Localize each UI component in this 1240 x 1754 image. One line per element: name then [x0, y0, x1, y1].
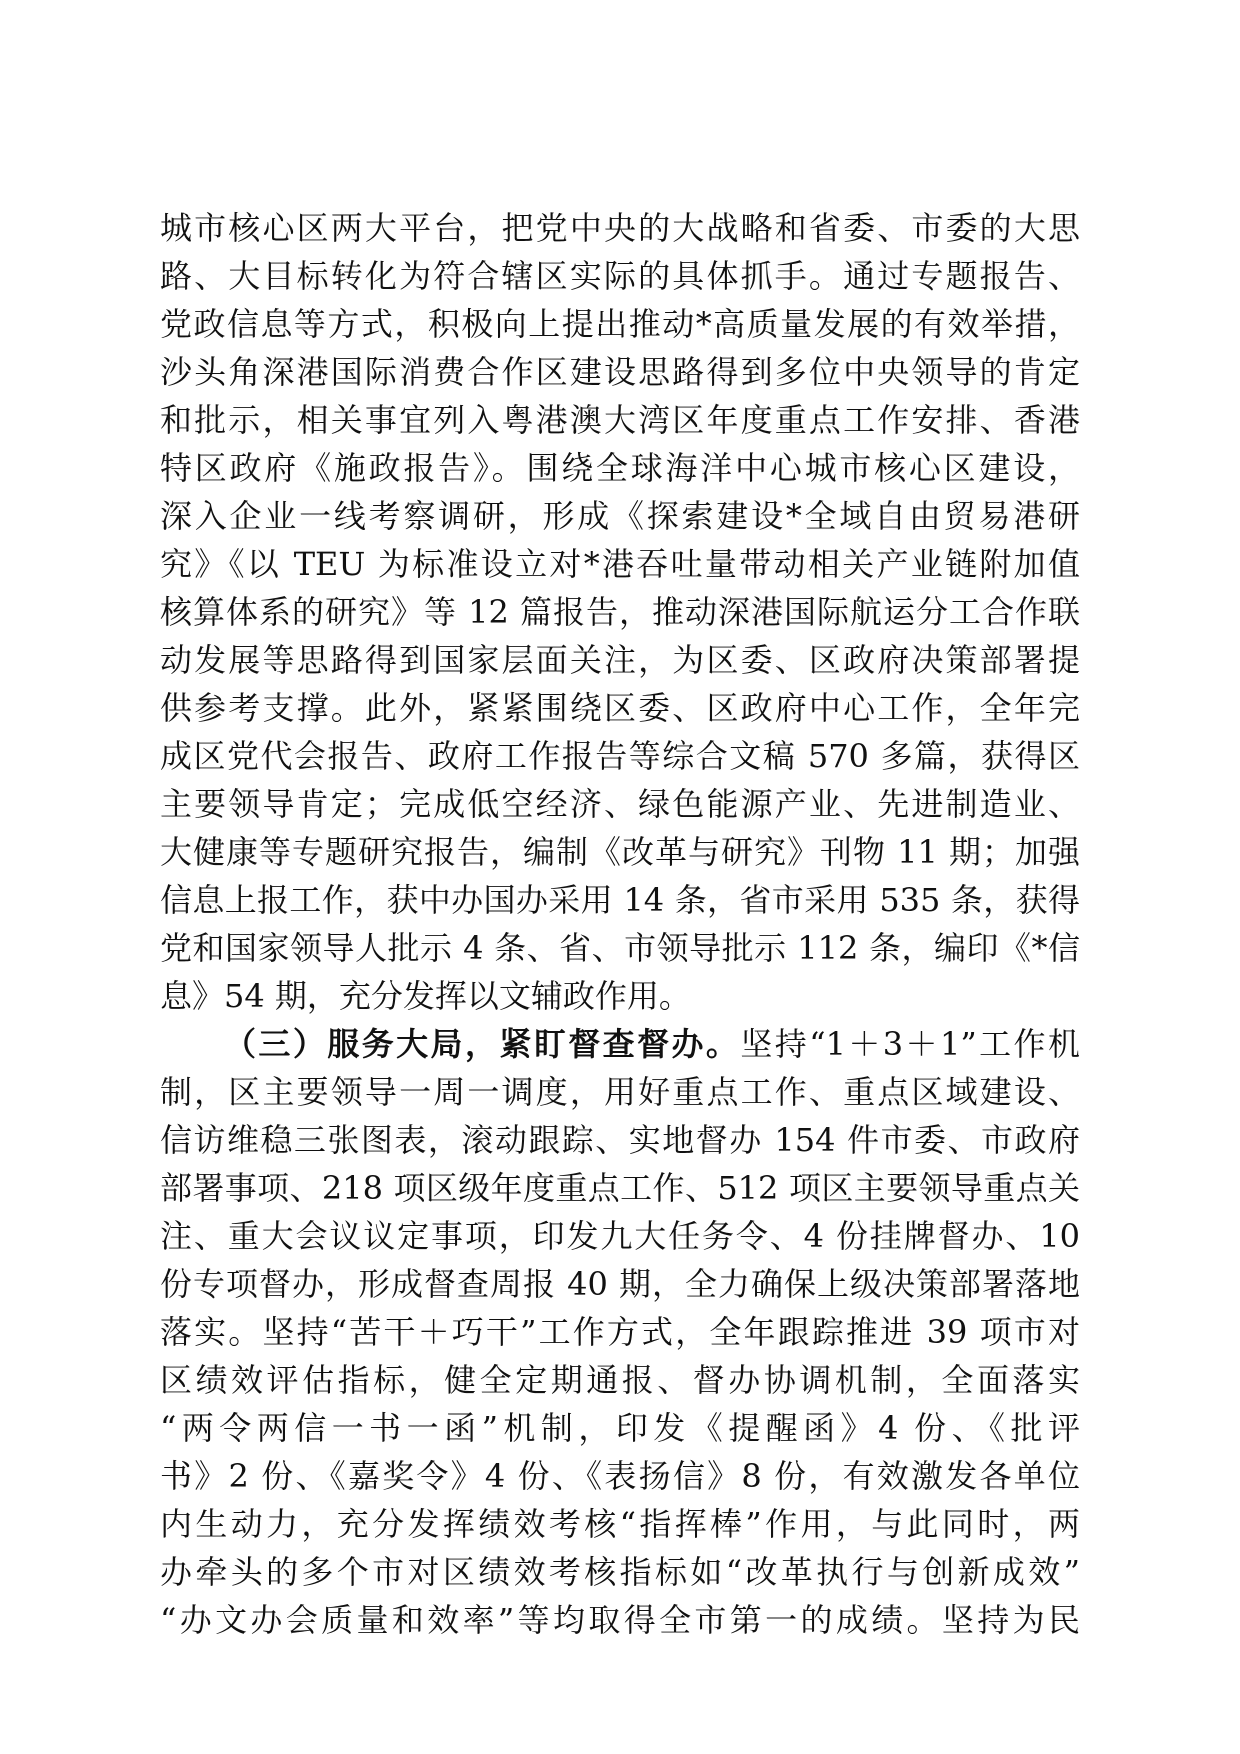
- text-line: 信访维稳三张图表，滚动跟踪、实地督办 154 件市委、市政府: [160, 1121, 1080, 1159]
- paragraph-1: [160, 204, 1080, 1020]
- paragraph-2: [160, 1020, 1080, 1644]
- text-line: 息》54 期，充分发挥以文辅政作用。: [160, 977, 691, 1015]
- text-line: 内生动力，充分发挥绩效考核“指挥棒”作用，与此同时，两: [160, 1505, 1080, 1543]
- text-line: 落实。坚持“苦干＋巧干”工作方式，全年跟踪推进 39 项市对: [160, 1313, 1080, 1351]
- text-line: 部署事项、218 项区级年度重点工作、512 项区主要领导重点关: [160, 1169, 1080, 1207]
- section-heading-continuation: 坚持“1＋3＋1”工作机: [740, 1025, 1080, 1063]
- text-line: 大健康等专题研究报告，编制《改革与研究》刊物 11 期；加强: [160, 833, 1080, 871]
- text-line: “办文办会质量和效率”等均取得全市第一的成绩。坚持为民: [160, 1601, 1080, 1639]
- text-line: 特区政府《施政报告》。围绕全球海洋中心城市核心区建设，: [160, 449, 1080, 487]
- text-line: 制，区主要领导一周一调度，用好重点工作、重点区域建设、: [160, 1073, 1080, 1111]
- text-line: 深入企业一线考察调研，形成《探索建设*全域自由贸易港研: [160, 497, 1080, 535]
- text-line: 党政信息等方式，积极向上提出推动*高质量发展的有效举措，: [160, 305, 1080, 343]
- section-heading-line: [160, 1020, 1080, 1068]
- text-line: 动发展等思路得到国家层面关注，为区委、区政府决策部署提: [160, 641, 1080, 679]
- text-line: 区绩效评估指标，健全定期通报、督办协调机制，全面落实: [160, 1361, 1080, 1399]
- text-line: 和批示，相关事宜列入粤港澳大湾区年度重点工作安排、香港: [160, 401, 1080, 439]
- text-line: 成区党代会报告、政府工作报告等综合文稿 570 多篇，获得区: [160, 737, 1080, 775]
- text-line: 办牵头的多个市对区绩效考核指标如“改革执行与创新成效”: [160, 1553, 1080, 1591]
- text-line: 份专项督办，形成督查周报 40 期，全力确保上级决策部署落地: [160, 1265, 1080, 1303]
- text-line: 信息上报工作，获中办国办采用 14 条，省市采用 535 条，获得: [160, 881, 1080, 919]
- text-line: 书》2 份、《嘉奖令》4 份、《表扬信》8 份，有效激发各单位: [160, 1457, 1080, 1495]
- text-line: 城市核心区两大平台，把党中央的大战略和省委、市委的大思: [160, 209, 1080, 247]
- text-line: 主要领导肯定；完成低空经济、绿色能源产业、先进制造业、: [160, 785, 1080, 823]
- text-line: 究》《以 TEU 为标准设立对*港吞吐量带动相关产业链附加值: [160, 545, 1080, 583]
- body-text: [160, 204, 1080, 1644]
- text-line: 注、重大会议议定事项，印发九大任务令、4 份挂牌督办、10: [160, 1217, 1080, 1255]
- text-line: 沙头角深港国际消费合作区建设思路得到多位中央领导的肯定: [160, 353, 1080, 391]
- section-heading: （三）服务大局，紧盯督查督办。: [224, 1025, 741, 1063]
- text-line: “两令两信一书一函”机制，印发《提醒函》4 份、《批评: [160, 1409, 1080, 1447]
- text-line: 党和国家领导人批示 4 条、省、市领导批示 112 条，编印《*信: [160, 929, 1080, 967]
- text-line: 供参考支撑。此外，紧紧围绕区委、区政府中心工作，全年完: [160, 689, 1080, 727]
- text-line: 路、大目标转化为符合辖区实际的具体抓手。通过专题报告、: [160, 257, 1080, 295]
- text-line: 核算体系的研究》等 12 篇报告，推动深港国际航运分工合作联: [160, 593, 1080, 631]
